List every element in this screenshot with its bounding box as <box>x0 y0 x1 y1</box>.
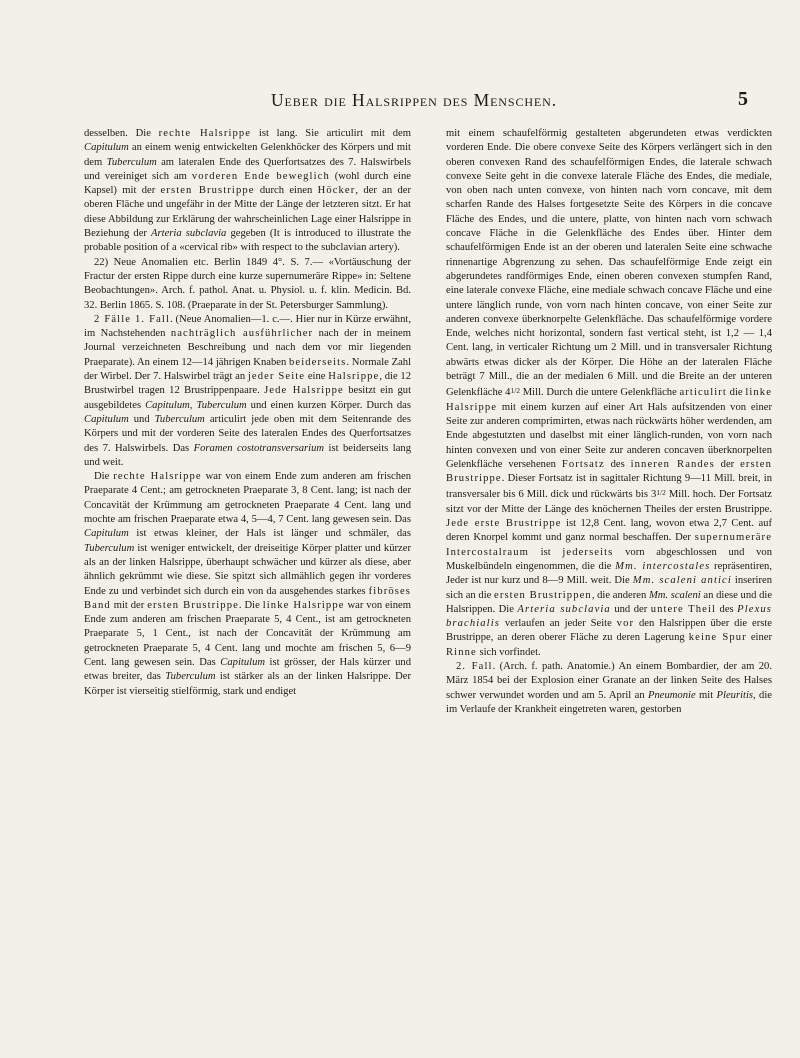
text-run: articulirt <box>679 387 727 399</box>
text-run: desselben. Die <box>84 128 159 139</box>
text-run: , die anderen <box>591 589 649 601</box>
text-run: den Halsrippen über die erste Brustrippe, an deren oberer Fläche zu deren Lagerung <box>446 618 772 644</box>
text-run: ersten Brustrippen <box>494 589 592 601</box>
text-run: des <box>716 603 738 615</box>
text-run: Tuberculum <box>106 156 157 168</box>
text-run: mit einem kurzen auf einer Art Hals aufsitzenden von einer Seite zur anderen comprimirten, etwas nach rückwärts höher werdenden, am Ende abgestutzten und daselbst mit einer länglich-runden, von vorn nach hinten convexen und von einer Seite zur anderen concaven überknorpelten Gelenkfläche versehenen <box>446 401 772 470</box>
text-run: sich vorfindet. <box>476 646 541 658</box>
text-run: articulirt jede oben mit dem Seitenrande des Körpers und mit der vorderen Seite des lateralen Endes des Querfortsatzes des 7. Halswirbels. Das <box>84 413 411 454</box>
paragraph <box>84 256 411 313</box>
text-run: jederseits <box>562 546 614 558</box>
text-run: ist grösser, der Hals kürzer und etwas breiter, das <box>84 656 411 683</box>
text-run: . (Arch. f. path. Anatomie.) An einem Bombardier, der am 20. März 1854 bei der Explosion einer Granate an der linken Seite des Halses schwer verwundet worden und am 5. April an <box>446 660 773 701</box>
text-run: 2. Fall <box>456 660 493 672</box>
text-run: Tuberculum <box>154 413 205 425</box>
text-run: die <box>726 387 746 399</box>
text-run: Tuberculum <box>165 671 216 683</box>
running-title: Ueber die Halsrippen des Menschen. <box>271 90 557 110</box>
text-run: . Die <box>238 599 263 611</box>
text-run: ersten Brustrippe <box>446 458 772 485</box>
text-run: nach der in meinem Journal verzeichneten Beschreibung und nach dem vor mir liegenden Praeparate). An einem 12—14 jährigen Knaben <box>84 328 411 368</box>
text-run: 2 Fälle 1. Fall <box>94 313 171 325</box>
text-run: Mm. intercostales <box>615 560 711 572</box>
text-run: ist lang. Sie articulirt mit dem <box>251 128 411 139</box>
text-run: jeder Seite <box>247 371 306 383</box>
text-run: Pleuritis <box>716 689 754 701</box>
left-column <box>84 127 411 699</box>
text-columns <box>84 127 774 1027</box>
text-run: keine Spur <box>688 632 747 644</box>
text-run: 22) Neue Anomalien etc. Berlin 1849 4°. S. 7.— «Vortäuschung der Fractur der ersten Rippe durch eine kurze supernumeräre Rippe» in: Seltene Beobachtungen». Arch. f. pathol. Anat. u. Physiol. u. f. klin. Medicin. Bd. 32. Berlin 1865. S. 108. (Praeparate in der St. Petersburger Sammlung). <box>84 256 411 311</box>
text-run: Jede Halsrippe <box>264 385 344 397</box>
text-run: Mm. scaleni <box>648 589 701 601</box>
text-run: mit einem schaufelförmig gestalteten abgerundeten etwas verdickten vorderen Ende. Die obere convexe Seite des Körpers verlängert sich in den oberen convexen Rand des schaufelförmigen Endes, die laterale schwach convexe Seite geht in die convexe laterale Fläche des Endes, die mediale, von oben nach unten convexe, von hinten nach vorn concave, mit dem scharfen Rande des Halses fortgesetzte Seite des Körpers in die concave Fläche des Endes, und die untere, platte, von hinten nach vorn schwach concave Fläche in die Gelenkfläche des Endes über. Hinter dem schaufelförmigen Ende ist an der oberen und lateralen Seite eine schwache rinnenartige Abgrenzung zu sehen. Das schaufelförmige Ende zeigt ein abgerundetes randförmiges Ende, einen oberen convexen stumpfen Rand, eine laterale convexe Fläche, eine mediale schwach concave Fläche und eine untere länglich runde, von vorn nach hinten concave, von einer Seite zur anderen convexe überknorpelte Gelenkfläche. Das schaufelförmige vordere Ende, welches nicht horizontal, sondern fast vertical steht, ist 1,2 — 1,4 Cent. lang, in verticaler Richtung um 2 Mill. und in transversaler Richtung abwärts etwas dicker als der Körper. Die Höhe an der lateralen Fläche beträgt 7 Mill., die an der medialen 6 Mill. und die Breite an der unteren Gelenkfläche 4 <box>446 128 772 399</box>
text-run: war von einem Ende zum anderen am frischen Praeparate 5, 4 Cent., ist am getrockneten Praeparate 5, 1 Cent., ist nach der Concavität der Krümmung am getrockneten Praeparate 5, 4 Cent. lang und mochte am frischen 5, 6—9 Cent. lang gewesen sein. Das <box>84 599 411 668</box>
text-run: inseriren sich an die <box>446 575 772 601</box>
text-run: und der <box>610 603 651 615</box>
text-run: am lateralen Ende des Querfortsatzes des 7. Halswirbels und vereiniget sich am <box>84 156 412 182</box>
text-run: Rinne <box>446 646 477 658</box>
text-run: war von einem Ende zum anderen am frischen Praeparate 4 Cent.; am getrockneten Praeparate 3, 8 Cent. lang; ist nach der Concavität der Krümmung am getrockneten Praeparate 4 Cent. lang und mochte am frischen Praeparate etwa 4, 5—4, 7 Cent. lang gewesen sein. Das <box>84 471 412 526</box>
text-run: , der an der oberen Fläche und ungefähr in der Mitte der Länge der letzteren sitzt. Er hat diese Abbildung zur Erklärung der wahrscheinlichen Lage einer Halsrippe in Beziehung der <box>84 185 411 240</box>
text-run: ersten Brustrippe <box>160 185 255 197</box>
text-run: Capitulum <box>84 528 129 540</box>
paragraph <box>84 313 411 470</box>
text-run: rechte Halsrippe <box>113 471 202 483</box>
text-run: Arteria subclavia <box>517 603 611 615</box>
text-run: ist beiderseits lang und weit. <box>84 442 412 468</box>
paragraph <box>446 127 772 660</box>
text-run: inneren Randes <box>630 458 715 470</box>
text-run: Foramen costotransversarium <box>193 442 325 454</box>
text-run: Die <box>94 471 114 483</box>
text-run: vor <box>616 618 635 630</box>
text-run: durch einen <box>254 185 318 197</box>
text-run: mit <box>695 689 717 701</box>
text-run: ist 12,8 Cent. lang, wovon etwa 2,7 Cent. auf deren Knorpel kommt und ganz normal beschaffen. Der <box>446 518 772 544</box>
text-run: . Normale Zahl der Wirbel. Der 7. Halswirbel trägt an <box>84 356 412 383</box>
text-run: 1/2 <box>510 386 521 396</box>
page-number: 5 <box>738 88 748 110</box>
text-run: an einem wenig entwickelten Gelenkhöcker des Körpers und mit dem <box>84 142 411 168</box>
paragraph <box>84 470 411 699</box>
text-run: Mill. hoch. Der Fortsatz sitzt vor der Mitte der Länge des knöchernen Theiles der ersten Brustrippe. <box>446 489 772 515</box>
text-run: beiderseits <box>289 356 347 368</box>
text-run: Jede erste Brustrippe <box>446 518 562 530</box>
text-run: ist stärker als an der linken Halsrippe. Der Körper ist vierseitig stielförmig, stark und endiget <box>84 671 411 697</box>
text-run: ist weniger entwickelt, der dreiseitige Körper platter und kürzer als an der linken Halsrippe, überhaupt schwächer und kürzer als diese, aber ähnlich gekrümmt wie diese. Sie spitzt sich allmählich gegen ihr vorderes Ende zu und verbindet sich durch ein von da ausgehendes starkes <box>84 542 411 597</box>
text-run: linke Halsrippe <box>446 387 772 413</box>
text-run: Mill. Durch die untere Gelenkfläche <box>520 387 680 399</box>
right-column <box>446 127 772 717</box>
text-run: Arteria subclavia <box>151 228 227 240</box>
text-run: Pneumonie <box>647 689 696 701</box>
page-header <box>80 90 748 116</box>
text-run: an diese und die Halsrippen. Die <box>446 589 773 615</box>
text-run: Capitulum <box>84 142 129 154</box>
text-run: , die im Verlaufe der Krankheit eingetreten waren, gestorben <box>446 689 772 715</box>
text-run: eine <box>305 371 329 383</box>
text-run: Capitulum, Tuberculum <box>145 399 247 411</box>
text-run: 1/2 <box>656 488 666 498</box>
text-run: repräsentiren, Jeder ist nur kurz und 8—9 Mill. weit. Die <box>446 560 772 587</box>
text-run: verlaufen an jeder Seite <box>499 618 617 630</box>
text-run: . Dieser Fortsatz ist in sagittaler Richtung 9—11 Mill. breit, in transversaler bis 6 Mill. dick und rückwärts bis 3 <box>446 473 772 501</box>
text-run: fibröses Band <box>84 585 411 611</box>
text-run: der <box>714 458 741 470</box>
text-run: Halsrippe <box>328 371 380 383</box>
text-run: mit der <box>110 599 148 611</box>
text-run: Capitulum <box>220 656 266 668</box>
text-run: des <box>604 458 631 470</box>
text-run: vorn abgeschlossen und von Muskelbündeln eingenommen, die die <box>446 546 772 572</box>
text-run: ist <box>528 546 563 558</box>
text-run: Plexus brachialis <box>446 603 772 630</box>
text-run: untere Theil <box>650 603 717 615</box>
paragraph <box>84 127 411 256</box>
text-run: einer <box>746 632 772 644</box>
text-run: Höcker <box>317 185 356 197</box>
text-run: rechte Halsrippe <box>158 128 252 139</box>
text-run: nachträglich ausführlicher <box>170 328 314 340</box>
text-run: gegeben (It is introduced to illustrate the probable position of a «cervical rib» with respect to the subclavian artery). <box>84 228 411 254</box>
text-run: Mm. scaleni antici <box>632 575 732 587</box>
text-run: vorderen Ende beweglich <box>191 170 330 182</box>
text-run: . (Neue Anomalien—1. c.—. Hier nur in Kürze erwähnt, im Nachstehenden <box>84 313 411 340</box>
paragraph <box>446 660 772 717</box>
text-run: Capitulum <box>84 413 129 425</box>
text-run: linke Halsrippe <box>262 599 345 611</box>
text-run: besitzt ein gut ausgebildetes <box>84 385 412 411</box>
text-run: Fortsatz <box>561 458 605 470</box>
text-run: supernumeräre Intercostalraum <box>446 532 772 558</box>
text-run: und <box>128 413 155 425</box>
text-run: ist etwas kleiner, der Hals ist länger und schmäler, das <box>128 528 411 540</box>
text-run: , die 12 Brustwirbel tragen 12 Brustrippenpaare. <box>84 371 411 397</box>
text-run: (wohl durch eine Kapsel) mit der <box>84 170 411 197</box>
text-run: und einen kurzen Körper. Durch das <box>246 399 411 411</box>
text-run: Tuberculum <box>84 542 135 554</box>
text-run: ersten Brustrippe <box>147 599 239 611</box>
